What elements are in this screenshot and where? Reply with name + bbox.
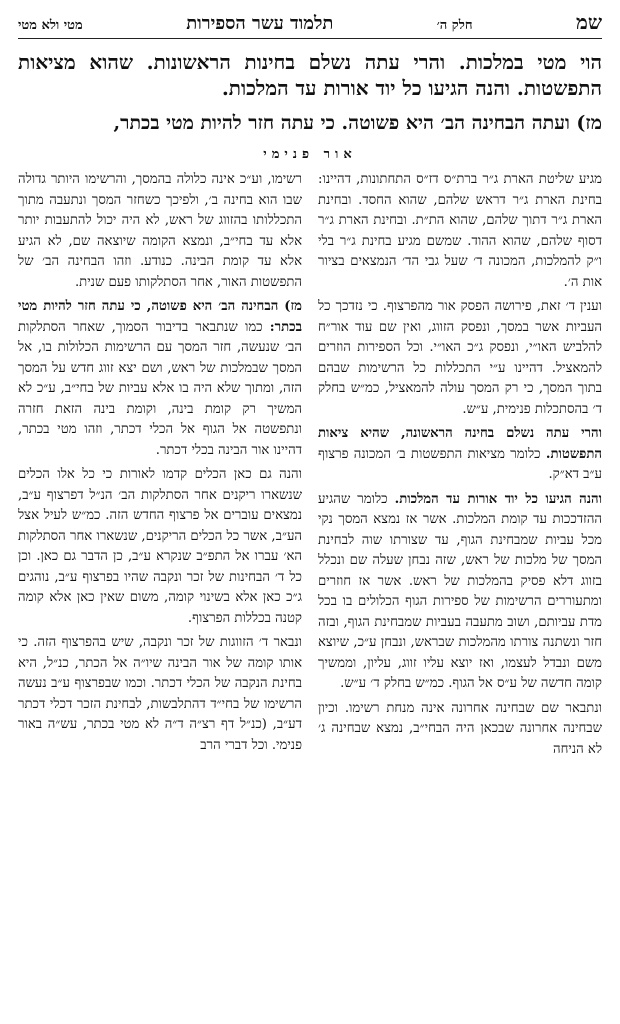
paragraph-text: כלומר שהגיע ההזדככות עד קומת המלכות. אשר אז נמצא המסך נקי מכל עביות שמבחינת הגוף, עד שצורתו שוה לבחינת המסך של מלכות של ראש, שזה נבחן שעלה שם ונכלל בזווג דלא פסיק בהמלכות של ראש. אשר אז חוזרים ומתעוררים הרשימות של ספירות הגוף הכלולים בו בכל מדת עביותם, ושוב מתעבה בעביות שמבחינת הגוף, ובזה חזר ונשתנה צורתו מהמלכות שבראש, ונבחן ע״כ, שיוצא משם ונבדל לעצמו, ואז יוצא עליו זווג, עליון, וממשיך קומה חדשה של ע״ס אל הגוף. כמ״ש בחלק ד׳ ע״ש. — [318, 491, 602, 691]
running-header — [18, 10, 602, 39]
paragraph — [18, 633, 302, 756]
paragraph — [318, 297, 602, 420]
paragraph-lead: מז) הבחינה הב׳ היא פשוטה, כי עתה חזר להיות מטי בכתר: — [18, 299, 302, 335]
paragraph-text: רשימו, וע״כ אינה כלולה בהמסך, והרשימו היותר גדולה שבו הוא בחינה ב׳, ולפיכך כשחזר המסך ונתעבה מתוך התכללותו בהזווג של ראש, לא היה יכול להתעבות יותר אלא עד בחי״ב, ונמצא הקומה שיוצאה שם, לא הגיע אלא עד קומת הבינה. כנודע. וזהו הבחינה הב׳ של התפשטות האור, אחר הסתלקותו פעם שנית. — [18, 172, 302, 290]
paragraph-lead: והנה הגיעו כל יוד אורות עד המלכות. — [394, 491, 602, 507]
commentary-columns — [18, 170, 602, 940]
paragraph-text: וענין ד׳ זאת, פירושה הפסק אור מהפרצוף. כי נזדכך כל העביות אשר במסך, ונפסק הזווג, ואין שם עוד אור״ח להלביש האו״י, ונפסק ג״כ האו״י. וכל הספירות הוזרים להמאציל. דהיינו ע״י התכללות כל הרשימות שבהם בתוך המסך, כי רק המסך עולה להמאציל, כמ״ש בחלק ד׳ בהסתכלות פנימית, ע״ש. — [318, 299, 602, 417]
left-column — [18, 170, 302, 940]
section-label: מטי ולא מטי — [18, 18, 83, 33]
item-47-heading: מז) ועתה הבחינה הב׳ היא פשוטה. כי עתה חזר להיות מטי בכתר, — [113, 112, 602, 134]
paragraph-text: ונבאר ד׳ הזווגות של זכר ונקבה, שיש בהפרצוף הזה. כי אותו קומה של אור הבינה שיו״ה אל הכתר, כנ״ל, היא בחינת הנקבה של הכלי דכתר. וכמו שבפרצוף ע״ב נעשה הרשימו של בחי״ד דהתלבשות, לבחינת הזכר דכלי דכתר דע״ב, (כנ״ל דף רצ״ה ד״ה לא מטי בכתר, עש״ה באור פנימי. וכל דברי הרב — [18, 635, 302, 753]
commentary-title: אור פנימי — [263, 147, 357, 162]
part-label: חלק ה׳ — [436, 18, 473, 33]
paragraph — [18, 465, 302, 629]
paragraph-lead: והרי עתה נשלם בחינה הראשונה, שהיא ציאות התפשטות. — [318, 426, 602, 462]
book-title: תלמוד עשר הספירות — [186, 13, 334, 34]
paragraph-text: כמו שנתבאר בדיבור הסמוך, שאחר הסתלקות הב׳ שנעשה, חזר המסך עם הרשימות הכלולות בו, אל המסך שבמלכות של ראש, ושם יצא זווג חדש על המסך הזה, ומתוך שלא היה בו אלא עביות של בחי״ב, ע״כ לא המשיך רק קומת בינה, וקומת בינה הזאת חזרה ונתפשטה אל הגוף אל הכלי דכתר, וזהו מטי בכתר, דהיינו אור הבינה בכלי דכתר. — [18, 319, 302, 458]
paragraph-text: כלומר מציאות התפשטות ב׳ המכונה פרצוף ע״ב דא״ק. — [318, 446, 602, 482]
paragraph — [318, 490, 602, 695]
paragraph — [318, 424, 602, 486]
page-number: שמ — [575, 10, 602, 34]
right-column — [318, 170, 602, 940]
paragraph — [18, 297, 302, 461]
paragraph — [318, 699, 602, 761]
paragraph-text: מגיע שליטת הארת ג״ר ברת״ס דז״ס התחתונות, דהיינו: בחינת הארת ג״ר דראש שלהם, שהוא החסד. ובחינת הארת ג״ר דתוך שלהם, שהוא הת״ת. ובחינת הארת ג״ר דסוף שלהם, שהוא ההוד. שמשם מגיע בחינת ג״ר בלי ו״ק להמלכות, המכונה ד׳ שעל גבי הד׳ הנמצאים בציור אות ה׳. — [318, 172, 602, 290]
paragraph — [18, 170, 302, 293]
intro-paragraph: הוי מטי במלכות. והרי עתה נשלם בחינות הראשונות. שהוא מציאות התפשטות. והנה הגיעו כל יוד אורות עד המלכות. — [18, 50, 602, 100]
paragraph-text: ונתבאר שם שבחינה אחרונה אינה מנחת רשימו. וכיון שבחינה אחרונה שבכאן היה הבחי״ב, נמצא שבחינה ג׳ לא הניחה — [318, 700, 602, 757]
paragraph-text: והנה גם כאן הכלים קדמו לאורות כי כל אלו הכלים שנשארו ריקנים אחר הסתלקות הב׳ הנ״ל דפרצוף ע״ב, נמצאים עוברים אל פרצוף החדש הזה. כמ״ש לעיל אצל הע״ב, אשר כל הכלים הריקנים, שנשארו אחר הסתלקות הא׳ עברו אל התפ״ב שנקרא ע״ב, כן הדבר גם כאן. וכן כל ד׳ הבחינות של זכר ונקבה שהיו בפרצוף ע״ב, נוהגים ג״כ כאן אלא בשינוי קומה, משום שאין כאן אלא קומה קטנה בכללות הפרצוף. — [18, 467, 302, 626]
paragraph — [318, 170, 602, 293]
